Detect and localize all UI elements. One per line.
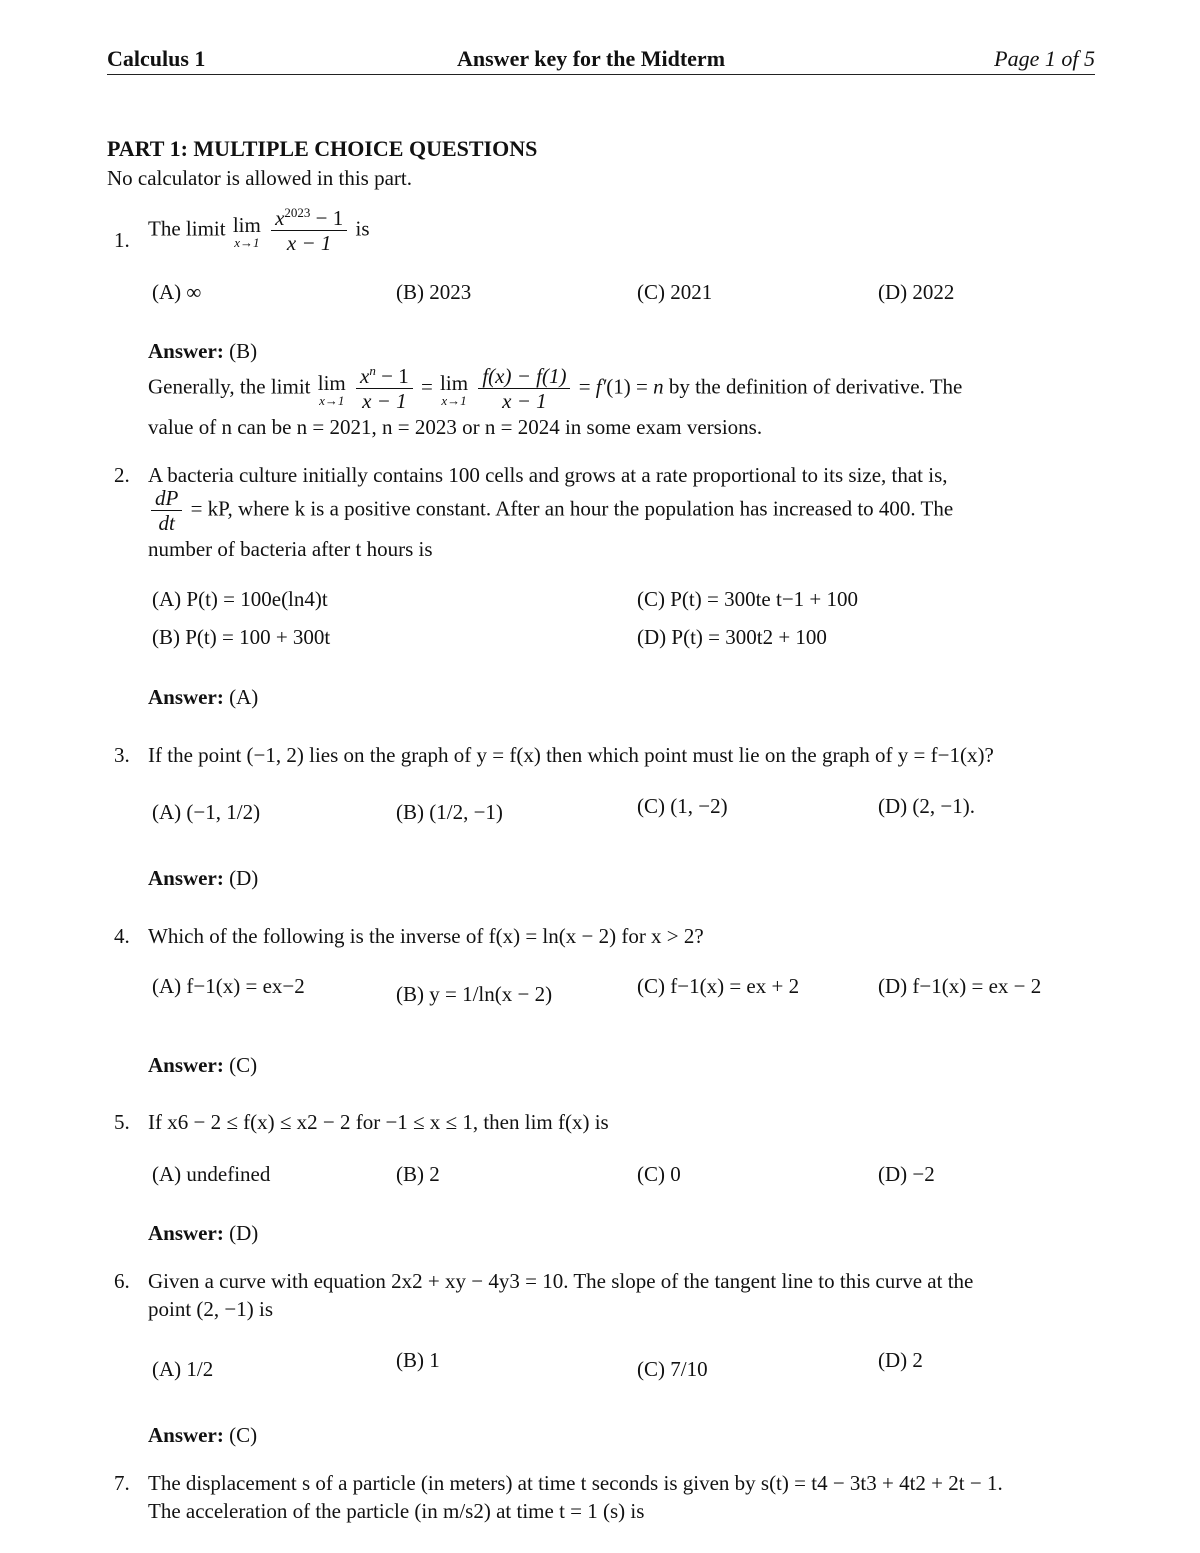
q6-option-b: (B) 1: [396, 1348, 440, 1372]
q1-frac-den: x − 1: [286, 231, 332, 256]
answer-label: Answer:: [148, 685, 224, 709]
q2-answer-value: (A): [229, 685, 259, 709]
question-1-stem: [148, 206, 370, 255]
q1-answer-value: (B): [229, 339, 258, 363]
q2-derivative: $\frac{dP}{dt}$: [151, 486, 182, 535]
q7-stem-2: The acceleration of the particle (in m/s2) at time t = 1 (s) is: [148, 1499, 645, 1523]
q3-option-a: (A) (−1, 1/2): [152, 800, 261, 824]
q2-option-b: (B) P(t) = 100 + 300t: [152, 625, 331, 649]
q1-explanation-mid: by the definition of derivative. The: [668, 374, 963, 399]
q7-stem-1: The displacement s of a particle (in meters) at time t seconds is given by s(t) = t4 − 3t3 + 4t2 + 2t − 1.: [148, 1471, 1003, 1495]
q6-stem-2: point (2, −1) is: [148, 1297, 274, 1321]
q6-stem-1: Given a curve with equation 2x2 + xy − 4y3 = 10. The slope of the tangent line to this curve at the: [148, 1269, 974, 1293]
q5-option-a: (A) undefined: [152, 1162, 271, 1186]
q1-answer: [148, 339, 257, 364]
q2-stem-2: [148, 486, 953, 535]
q1-exp-frac-2: $\frac{f(x) - f(1)}{x - 1}$: [478, 364, 570, 413]
page-header: [107, 44, 1095, 75]
part-note: No calculator is allowed in this part.: [107, 166, 413, 190]
q1-stem-start: The limit: [148, 216, 226, 241]
q1-fraction: [271, 206, 347, 255]
q6-answer-value: (C): [229, 1423, 258, 1447]
q1-exp-frac-1: $\frac{x^n - 1}{x - 1}$: [356, 364, 413, 413]
q5-answer-value: (D): [229, 1221, 259, 1245]
q1-option-a: (A) ∞: [152, 280, 202, 304]
page-number: Page 1 of 5: [994, 46, 1095, 71]
q5-answer: [148, 1221, 258, 1246]
q4-option-d: (D) f−1(x) = ex − 2: [878, 974, 1042, 998]
question-5-number: 5.: [114, 1110, 130, 1134]
q4-answer-value: (C): [229, 1053, 258, 1077]
question-2-number: 2.: [114, 463, 130, 487]
q4-option-c: (C) f−1(x) = ex + 2: [637, 974, 800, 998]
q5-option-b: (B) 2: [396, 1162, 440, 1186]
q1-explanation: Generally, the limit lim x→1 $\frac{x^n - 1}{x - 1}$ = lim x→1 $\frac{f(x) - f(1)}{x - 1}$ = f′(1) = n by the definition of derivative. The: [148, 363, 963, 414]
document-title: Answer key for the Midterm: [457, 46, 726, 71]
q4-answer: [148, 1053, 257, 1078]
question-3-number: 3.: [114, 743, 130, 767]
answer-label: Answer:: [148, 339, 224, 363]
q2-stem-1: A bacteria culture initially contains 100 cells and grows at a rate proportional to its size, that is,: [148, 463, 948, 487]
q2-option-a: (A) P(t) = 100e(ln4)t: [152, 587, 328, 611]
answer-label: Answer:: [148, 1423, 224, 1447]
q5-option-d: (D) −2: [878, 1162, 935, 1186]
q2-option-d: (D) P(t) = 300t2 + 100: [637, 625, 827, 649]
q1-limit-sub: x→1: [234, 234, 260, 250]
course-title: Calculus 1: [107, 46, 206, 71]
q3-answer: [148, 866, 258, 891]
q5-stem: If x6 − 2 ≤ f(x) ≤ x2 − 2 for −1 ≤ x ≤ 1, then lim f(x) is: [148, 1110, 609, 1134]
question-4-number: 4.: [114, 924, 130, 948]
answer-label: Answer:: [148, 866, 224, 890]
q4-option-a: (A) f−1(x) = ex−2: [152, 974, 305, 998]
question-7-number: 7.: [114, 1471, 130, 1495]
q1-stem-end: is: [355, 216, 370, 241]
q3-option-c: (C) (1, −2): [637, 794, 728, 818]
answer-label: Answer:: [148, 1053, 224, 1077]
q2-stem-3: number of bacteria after t hours is: [148, 537, 433, 561]
q2-stem-2-text: = kP, where k is a positive constant. After an hour the population has increased to 400. The: [190, 496, 954, 521]
q6-option-a: (A) 1/2: [152, 1357, 214, 1381]
q1-frac-num: $x^{2023} - 1$: [271, 206, 347, 231]
q2-option-c: (C) P(t) = 300te t−1 + 100: [637, 587, 859, 611]
q5-option-c: (C) 0: [637, 1162, 681, 1186]
q3-option-d: (D) (2, −1).: [878, 794, 975, 818]
q1-option-d: (D) 2022: [878, 280, 955, 304]
q6-answer: [148, 1423, 257, 1448]
q4-option-b: (B) y = 1/ln(x − 2): [396, 982, 553, 1006]
q6-option-d: (D) 2: [878, 1348, 923, 1372]
q1-limit: lim x→1: [232, 212, 261, 250]
q1-explanation-end: value of n can be n = 2021, n = 2023 or n = 2024 in some exam versions.: [148, 415, 763, 439]
q1-option-b: (B) 2023: [396, 280, 472, 304]
q3-answer-value: (D): [229, 866, 259, 890]
q3-option-b: (B) (1/2, −1): [396, 800, 503, 824]
answer-label: Answer:: [148, 1221, 224, 1245]
question-6-number: 6.: [114, 1269, 130, 1293]
q3-stem: If the point (−1, 2) lies on the graph of y = f(x) then which point must lie on the graph of y = f−1(x)?: [148, 743, 994, 767]
q6-option-c: (C) 7/10: [637, 1357, 708, 1381]
q1-exp-limit-2: lim x→1: [440, 370, 469, 408]
q4-stem: Which of the following is the inverse of f(x) = ln(x − 2) for x > 2?: [148, 924, 704, 948]
question-1-number: 1.: [114, 228, 130, 252]
q1-explanation-start: Generally, the limit: [148, 374, 311, 399]
q2-answer: [148, 685, 258, 710]
q1-option-c: (C) 2021: [637, 280, 713, 304]
q1-exp-limit-1: lim x→1: [317, 370, 346, 408]
part-title: PART 1: MULTIPLE CHOICE QUESTIONS: [107, 136, 538, 161]
